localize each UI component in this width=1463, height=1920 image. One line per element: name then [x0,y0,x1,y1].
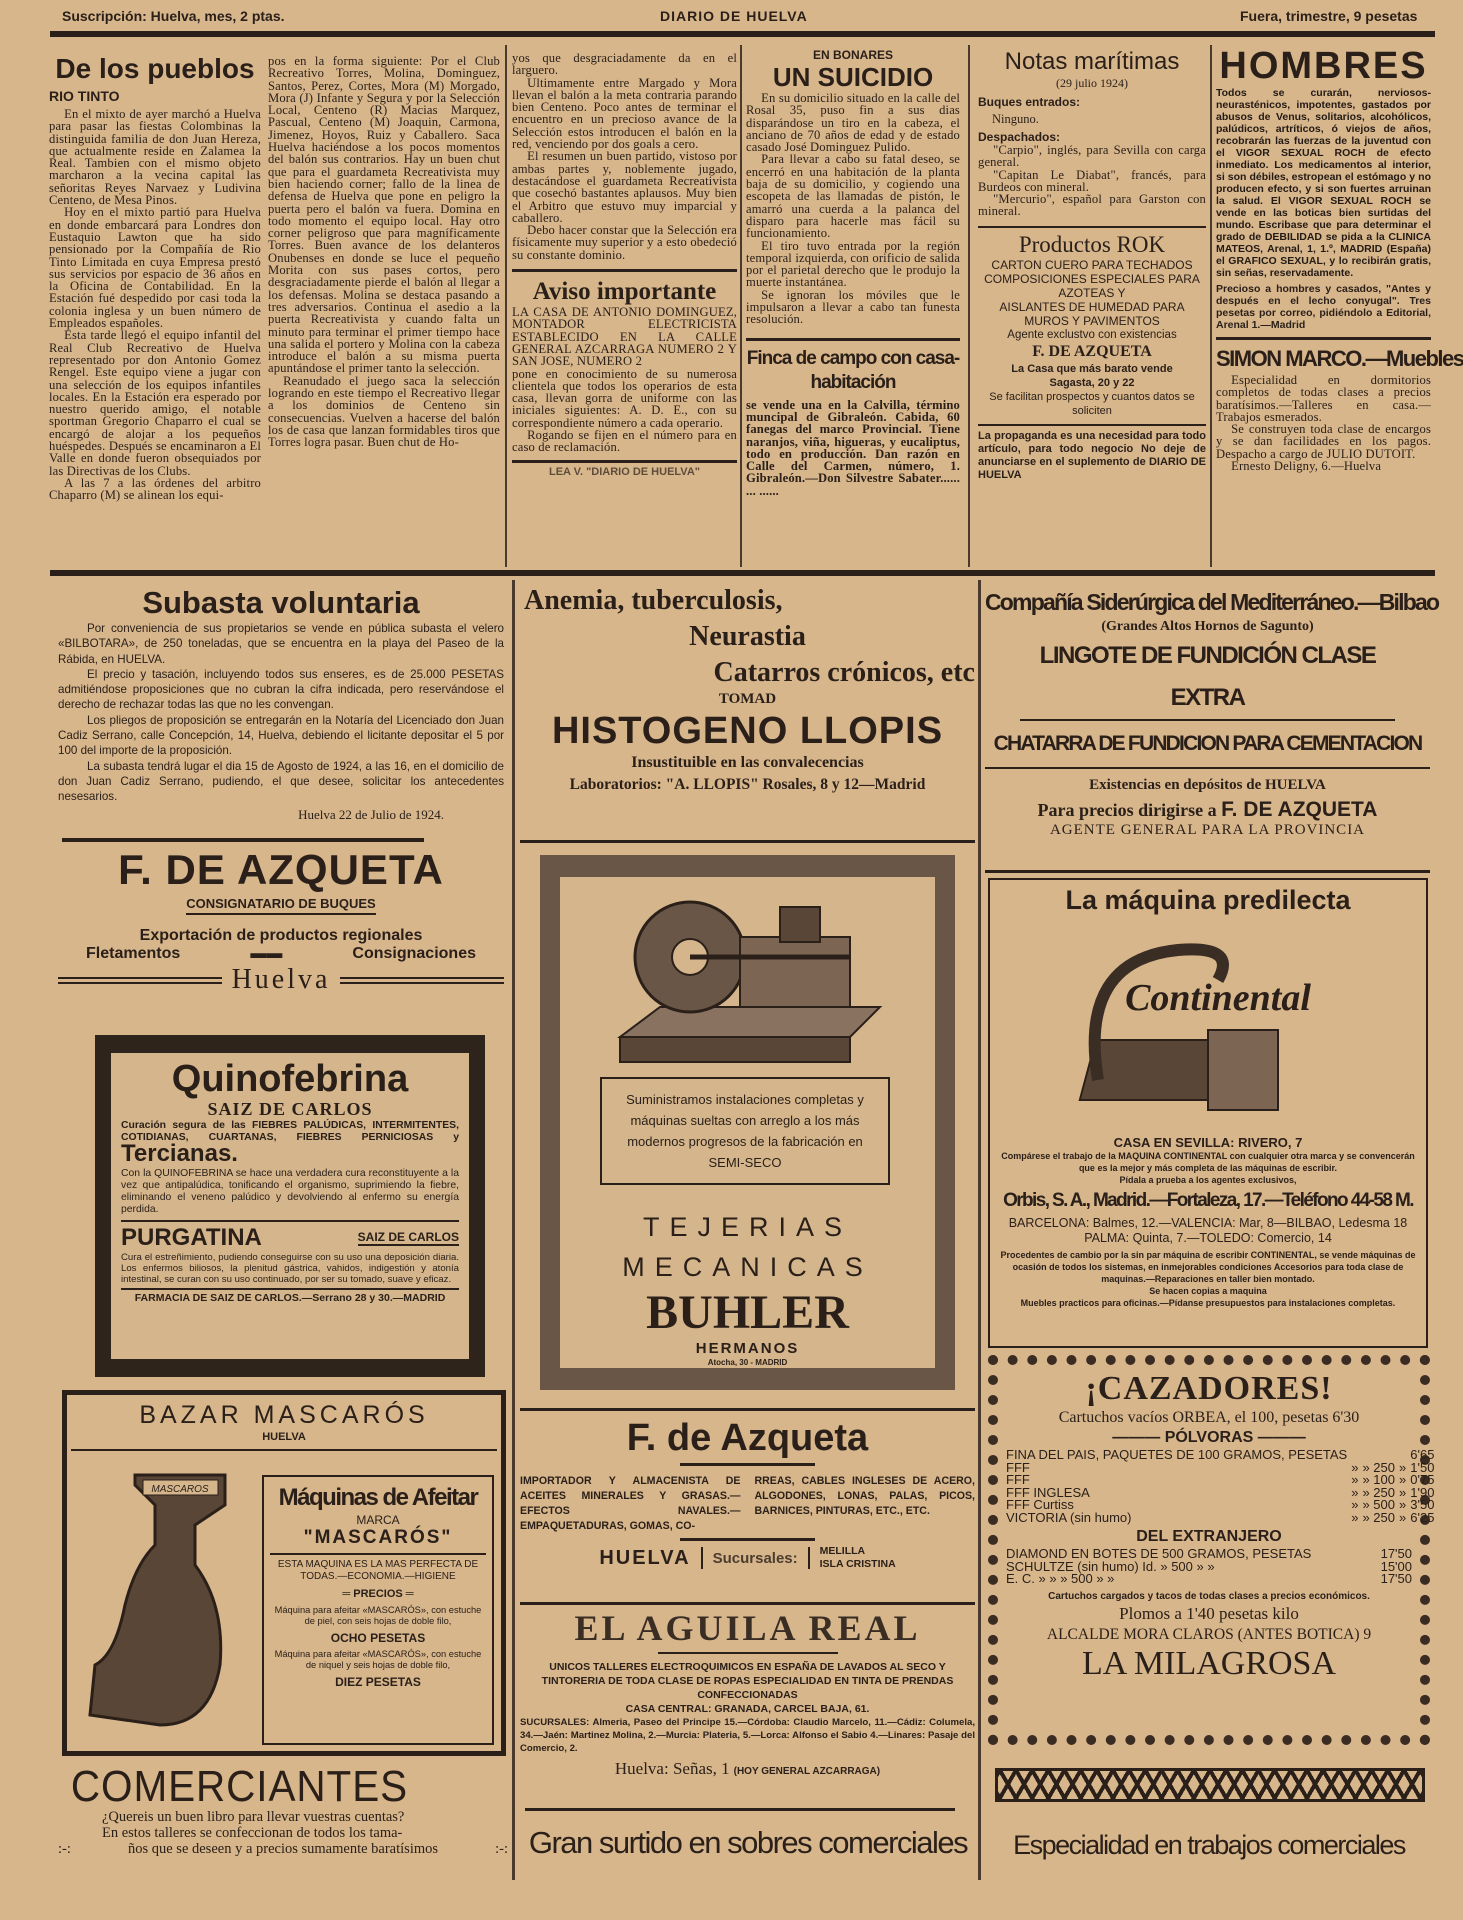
powder-cell: 3'50 [1410,1497,1435,1512]
comerciantes-line: ños que se deseen y a precios sumamente baratísimos [127,1841,439,1857]
paragraph: El tiro tuvo entrada por la región temporal izquierda, con orificio de salida por el parietal derecho que le produjo la muerte instantánea. [746,238,960,290]
histogeno-tomad: TOMAD [718,691,777,707]
azqueta2-suc-label: Sucursales: [712,1549,798,1567]
divider [978,226,1206,228]
svg-text:MASCAROS: MASCAROS [151,1484,209,1495]
buhler-ad [540,855,955,1390]
divider [746,338,960,341]
purgatina-text: Cura el estreñimiento, pudiendo conseguirse con su uso una deposición diaria. Los enfermos biliosos, la plenitud gástrica, vahidos, indigestión y atonía intestinal, se curan con su uso continuado, por ser su tomado, suave y eficaz. [121,1252,459,1285]
paragraph: El precio y tasación, incluyendo todos sus enseres, es de 25.000 PESETAS admitiéndose proposiciones que no cubran la cifra indicada, pero reservándose el derecho de rechazar todas las que no les convengan. [58,667,504,712]
powder-cell: » 500 [1362,1497,1396,1512]
aguila-huelva-note: (HOY GENERAL AZCARRAGA) [733,1766,881,1777]
continental-title: La máquina predilecta [1065,885,1351,915]
bazar-heading: Máquinas de Afeitar [278,1484,478,1511]
ornamental-border [995,1768,1425,1802]
powder-cell: FFF [1006,1472,1030,1487]
quino-title: Quinofebrina [171,1058,409,1100]
divider [978,424,1206,426]
paragraph: Para llevar a cabo su fatal deseo, se encerró en una habitación de la planta baja de su domicilio, y cogiendo una escopeta de las llamadas de pistón, le amarró una cuerda a la palanca del disparo para hacerle mas fácil su funcionamiento. [746,152,960,241]
rok-line: AISLANTES DE HUMEDAD PARA MUROS Y PAVIMENTOS [999,299,1185,328]
continental-orbis: Orbis, S. A., Madrid.—Fortaleza, 17.—Teléfono 44-58 M. [1003,1190,1413,1211]
siderurgica-line2: CHATARRA DE FUNDICION PARA CEMENTACION [985,721,1430,769]
bazar-marca: MARCA [356,1513,400,1527]
powder-cell: » [1351,1509,1359,1525]
subasta-signoff: Huelva 22 de Julio de 1924. [298,806,444,822]
subasta-title: Subasta voluntaria [142,585,420,620]
column-rule [740,45,742,567]
powder-cell: » [1399,1459,1407,1475]
buhler-line1: TEJERIAS [642,1212,853,1242]
quino-maker: SAIZ DE CARLOS [207,1099,373,1119]
divider [520,840,975,843]
siderurgica-line4: Para precios dirigirse a [1037,800,1217,820]
subasta-ad [58,585,504,837]
rok-agent: Agente exclustvo con existencias [1007,328,1177,341]
header-rule [50,31,1435,37]
aviso-text: pone en conocimiento de su numerosa clientela que todos los operarios de esta casa, llevan gorra de uniforme con las iniciales siguientes: A. D. E., con su correspondiente número a cada operario. [512,366,737,430]
buhler-sub: HERMANOS [695,1340,800,1357]
aviso-footer: LEA V. "DIARIO DE HUELVA" [548,465,700,478]
aviso-title: Aviso importante [532,278,717,306]
powder-cell: » [1351,1497,1359,1512]
paragraph: El resumen un buen partido, vistoso por ambas partes y, noblemente jugado, destacándose el guardameta Recreativista que cosechó bastantes aplausos. Muy bien el Arbitro que estuvo muy imparcial y caballero. [512,149,737,225]
quino-text2: Con la QUINOFEBRINA se hace una verdadera cura reconstituyente a la vez que antipalúdica, tonificando el organismo, suprimiendo la fiebre, eliminando el veneno palúdico y devolviendo al enfermo su energía perdida. [121,1168,459,1215]
bazar-price: DIEZ PESETAS [335,1675,421,1689]
machine-illustration [600,887,895,1067]
bazar-mascaros-ad [62,1390,506,1756]
powder-cell: » [1399,1484,1407,1500]
continental-branches: PALMA: Quinta, 7.—TOLEDO: Comercio, 14 [1084,1231,1332,1245]
paragraph: pos en la forma siguiente: Por el Club Recreativo Torres, Molina, Dominguez, Santos, Perez, Cortes, Mora (M) Morgado, Mora (J) Infante y Segura y por la Selección Local, Centeno (R) Macias Marquez, Pascual, Centeno (M) Joaquin, Carmona, Jimenez, Hoyos, Ruiz y Caballero. Saca Huelva haciéndose a los pocos momentos del balón sus contrarios. Hay un buen chut que para el guardameta Recreativista muy bien haciendo corner; fallo de la linea de defensa de Huelva que pone en peligro la puerta pero el balón va fuera. Domina en todo momento el equipo local. Hay otro corner peligroso que para magníficamente Torres. Buen avance de los delanteros Onubenses en donde se luce el pequeño Morita con sus pases cortos, pero desgraciadamente pierde el balón al llegar a los defensas. Molina se destaca pasando a tres adversarios. Continua el asedio a la puerta Recreativista y cuando falta un minuto para terminar el primer tiempo hace una salida el portero y Molina con la cabeza introduce el balón a su misma puerta apuntándose el primer tanto la selección. [268,54,500,376]
aguila-title: EL AGUILA REAL [574,1608,921,1648]
rok-address: Sagasta, 20 y 22 [1049,376,1135,389]
comerciantes-line: En estos talleres se confeccionan de todos los tama- [102,1825,403,1841]
histogeno-sub: Insustituible en las convalecencias [631,754,864,771]
paragraph: Se ignoran los móviles que le impulsaron a llevar a cabo tan funesta resolución. [746,287,960,327]
cazadores-extranjero: DEL EXTRANJERO [1136,1528,1282,1545]
buhler-brand: BUHLER [646,1286,849,1339]
branch: ISLA CRISTINA [819,1558,896,1570]
suicidio-kicker: EN BONARES [812,48,893,62]
azqueta-name: F. DE AZQUETA [118,846,444,893]
ship-item: "Carpio", inglés, para Sevilla con carga general. [978,143,1206,170]
powder-cell: E. C. » » » 500 » » [1006,1571,1115,1586]
powder-cell: FFF INGLESA [1006,1484,1090,1500]
top-col3 [512,52,737,567]
azqueta2-name: F. de Azqueta [626,1417,869,1459]
rok-agent-name: F. DE AZQUETA [1032,342,1152,360]
continental-text: Compárese el trabajo de la MAQUINA CONTINENTAL con cualquier otra marca y se convencerán que es la mejor y más completa de las máquinas de escribir. [1001,1151,1415,1173]
histogeno-brand: HISTOGENO LLOPIS [551,710,944,752]
continental-branches: BARCELONA: Balmes, 12.—VALENCIA: Mar, 8—BILBAO, Ledesma 18 [1008,1216,1408,1230]
divider: ▬▬ [250,945,283,962]
razor-illustration [75,1465,235,1745]
azqueta-sub: CONSIGNATARIO DE BUQUES [186,896,375,915]
continental-text: Pídala a prueba a los agentes exclusivos, [1119,1175,1297,1185]
powder-cell: » [1399,1509,1407,1525]
article-section: RIO TINTO [49,88,120,104]
aviso-text: Rogando se fijen en el número para en caso de reclamación. [512,428,737,455]
continental-casa: CASA EN SEVILLA: RIVERO, 7 [1113,1135,1303,1150]
bazar-title: BAZAR MASCARÓS [139,1401,429,1429]
top-col4 [746,48,960,567]
powder-cell: 17'50 [1380,1571,1412,1586]
sobres-ad: Gran surtido en sobres comerciales [528,1825,968,1860]
hombres-promo: Precioso a hombres y casados, "Antes y después en el lecho conyugal". Tres pesetas por correo, pidiéndolo a Editorial, Arenal 1.—Madrid [1216,283,1431,331]
powder-cell: 1'90 [1410,1484,1435,1500]
divider [520,1602,975,1605]
siderurgica-agent: F. DE AZQUETA [1221,798,1378,821]
powder-cell: FFF [1006,1459,1030,1475]
bazar-price-desc: Máquina para afeitar «MASCARÓS», con estuche de niquel y seis hojas de doble filo, [274,1649,482,1670]
notas-date: (29 julio 1924) [1056,76,1128,90]
foreign-powder-table [1004,1548,1414,1586]
buhler-line2: MECANICAS [622,1252,873,1282]
column-rule [512,580,515,1880]
cazadores-ad [988,1355,1435,1745]
finca-title: Finca de campo con casa-habitación [746,347,960,393]
powder-cell: 6'65 [1410,1447,1435,1462]
buhler-address: Atocha, 30 - MADRID [707,1358,788,1367]
aguila-central: CASA CENTRAL: GRANADA, CARCEL BAJA, 61. [625,1703,870,1715]
paragraph: Reanudado el juego saca la selección logrando en este tiempo el Recreativo llegar a los dominios de Centeno sin consecuencias. Vuelven a hacerse del balón los de casa que lanzan formidables tiros que Torres logra pasar. Buen chut de Ho- [268,373,500,450]
azqueta-line2a: Fletamentos [86,945,181,962]
powder-cell: 6'25 [1410,1509,1435,1525]
typewriter-illustration [1058,920,1358,1135]
azqueta2-right: RREAS, CABLES INGLESES DE ACERO, ALGODONES, LONAS, PALAS, PICOS, BARNICES, PINTURAS, ETC., ETC. [754,1475,975,1517]
paragraph: Por conveniencia de sus propietarios se vende en pública subasta el velero «BILBOTARA», de 250 toneladas, que se encuentra en la playa del Paseo de la Rábida, en HUELVA. [58,622,504,666]
svg-text:Continental: Continental [1125,977,1311,1019]
powder-cell: » 250 [1362,1484,1396,1500]
siderurgica-ad [985,585,1439,867]
powder-cell: VICTORIA (sin humo) [1006,1509,1132,1525]
aguila-branches: SUCURSALES: Almeria, Paseo del Principe 15.—Córdoba: Claudio Marcelo, 11.—Cádiz: Columela, 34.—Jaén: Martinez Molina, 2.—Murcia: Plateria, 5.—Lorca: Alfonso el Sabio 4.—Linares: Pasaje del Comercio, 2. [520,1717,975,1754]
histogeno-ad [520,583,975,841]
powder-row [1004,1512,1436,1525]
comerciantes-ad [58,1762,508,1880]
foreign-powder-row [1004,1573,1414,1586]
siderurgica-sub: (Grandes Altos Hornos de Sagunto) [1101,619,1314,634]
azqueta-city: Huelva [231,964,331,995]
divider [985,870,1430,873]
article-pueblos-col1 [49,52,261,567]
bazar-price: OCHO PESETAS [330,1631,426,1645]
cazadores-line2: Cartuchos cargados y tacos de todas clases a precios económicos. [1048,1590,1370,1602]
paragraph: Hoy en el mixto partió para Huelva en donde embarcará para Londres don Eustaquio Lawton que ha sido pensionado por la Compañía de Rio Tinto Limitada en cuya Empresa prestó sus servicios por espacio de 36 años en la Oficina de Contabilidad. En la Estación fué despedido por casi toda la colonia inglesa y un buen número de Empleados españoles. [49,205,261,331]
section-rule [50,570,1435,576]
paragraph: En su domicilio situado en la calle del Rosal 35, puso fin a sus dias disparándose un tiro en la cabeza, el anciano de 70 años de edad y de estado casado José Dominguez Pulido. [746,91,960,155]
bazar-precios: ═ PRECIOS ═ [342,1588,414,1600]
continental-text: Se hacen copias a maquina [1149,1286,1267,1296]
aviso-body [512,306,737,454]
divider [512,269,737,272]
divider [62,838,424,842]
bazar-info-box [262,1475,494,1745]
paragraph: En el mixto de ayer marchó a Huelva para pasar las fiestas Colombinas la distinguida familia de don Juan Hereza, que actualmente reside en Zalamea la Real. Tambien con el mismo objeto marcharon a la vecina capital las señoritas Reyes Narvaez y Ludivina Centeno, de Mesa Pinos. [49,107,261,208]
aguila-real-ad [520,1608,975,1818]
powder-cell: 1'50 [1410,1459,1435,1475]
notas-title: Notas marítimas [1004,48,1180,75]
finca-body: se vende una en la Calvilla, término muncipal de Gibraleón. Cabida, 60 fanegas del marco Provincial. Tiene naranjos, viña, higueras, y eucaliptus, todo en producción. Dan razón en Calle del Carmen, número, 1. Gibraleón.—Don Silvestre Sabater...... ... ...... [746,397,960,498]
column-rule [968,45,970,567]
paragraph: yos que desgraciadamente da en el larguero. [512,51,737,78]
continental-text: Muebles practicos para oficinas.—Pídanse presupuestos para instalaciones completas. [1020,1298,1396,1308]
bazar-price-desc: Máquina para afeitar «MASCARÓS», con estuche de piel, con seis hojas de doble filo, [274,1605,482,1626]
quino-text: Curación segura de las FIEBRES PALÚDICAS, INTERMITENTES, COTIDIANAS, CUARTANAS, FIEBRES PERNICIOSAS y [121,1120,459,1143]
continental-text: Procedentes de cambio por la sin par máquina de escribir CONTINENTAL, se vende máquinas de ocasión de todos los sistemas, en inmejorables condiciones Accesorios para toda clase de maquinas.—Reparaciones en taller bien montado. [1000,1250,1416,1284]
notas-despachados-label: Despachados: [978,130,1061,144]
rok-line: COMPOSICIONES ESPECIALES PARA AZOTEAS Y [984,271,1200,300]
azqueta2-left: IMPORTADOR Y ALMACENISTA DE ACEITES MINERALES Y GRASAS.—EFECTOS NAVALES.—EMPAQUETADURAS, GOMAS, CO- [520,1475,741,1532]
powder-cell: » [1351,1472,1359,1487]
paragraph: Se construyen toda clase de encargos y se dan facilidades en los pagos. Despacho a cargo de JULIO DUTOIT. [1216,422,1431,461]
powder-cell: 17'50 [1380,1546,1412,1561]
divider [520,1408,975,1411]
powder-cell: » 250 [1362,1509,1396,1525]
ornament: :-: [58,1841,71,1857]
paragraph: A las 7 a las órdenes del arbitro Chaparro (M) se alinean los equi- [49,475,261,503]
paragraph: Los pliegos de proposición se entregarán en la Notaría del Licenciado don Juan Cadiz Serrano, calle Concepción, 14, Huelva, debiendo el licitante depositar el 5 por 100 del importe de la proposición. [58,713,504,758]
paragraph: La subasta tendrá lugar el dia 15 de Agosto de 1924, a las 16, en el domicilio de don Juan Cadiz Serrano, pudiendo, el que desee, solicitar los antecedentes nesesarios. [58,759,504,804]
powder-cell: » 250 [1362,1459,1396,1475]
siderurgica-title: Compañía Siderúrgica del Mediterráneo.—Bilbao [985,589,1439,615]
powder-cell: » [1399,1497,1407,1512]
divider [525,1808,955,1811]
powder-cell: 0'75 [1410,1472,1435,1487]
azqueta-line2b: Consignaciones [352,945,476,962]
powder-cell: DIAMOND EN BOTES DE 500 GRAMOS, PESETAS [1006,1546,1312,1561]
aguila-services: UNICOS TALLERES ELECTROQUIMICOS EN ESPAÑA DE LAVADOS AL SECO Y TINTORERIA DE TODA CLASE DE ROPAS ESPECIALIDAD EN TINTA DE PRENDAS CONFECCIONADAS [541,1661,954,1701]
hombres-body: Todos se curarán, nerviosos-neurasténicos, impotentes, gastados por abusos de Venus, solitarios, alcohólicos, palúdicos, artríticos, ó viejos de años, recobrarán las fuerzas de la juventud con el VIGOR SEXUAL ROCH de efecto inmediato. Los medicamentos al interior, si son débiles, estropean el estómago y no producen efecto, y si son fuertes arruinan la salud. El VIGOR SEXUAL ROCH se vende en las boticas bien surtidas del mundo. Escribase que para determinar el grado de DEBILIDAD se pida a la CLINICA MATEOS, Arenal, 1, 1.º, MADRID (España) el GRAFICO SEXUAL, y lo recibirán gratis, sin señas, reservadamente. [1216,87,1431,279]
rok-title: Productos ROK [1018,231,1166,257]
cazadores-address: ALCALDE MORA CLAROS (ANTES BOTICA) 9 [1046,1625,1372,1643]
simon-title: SIMON MARCO.—Muebles [1216,346,1463,371]
powder-cell: » [1351,1484,1359,1500]
powder-cell: » [1351,1459,1359,1475]
powder-cell: SCHULTZE (sin humo) Id. » 500 » » [1006,1558,1215,1574]
histogeno-line3: Catarros crónicos, etc [713,657,975,688]
buhler-info-box: Suministramos instalaciones completas y máquinas sueltas con arreglo a los más modernos progresos de la fabricación en SEMI-SECO [600,1077,890,1185]
divider [1216,337,1431,340]
aguila-huelva: Huelva: Señas, 1 [614,1759,730,1778]
rok-slogan: La Casa que más barato vende [1011,362,1173,375]
powder-cell: FINA DEL PAIS, PAQUETES DE 100 GRAMOS, PESETAS [1006,1447,1348,1462]
quino-footer: FARMACIA DE SAIZ DE CARLOS.—Serrano 28 y 30.—MADRID [134,1292,446,1304]
histogeno-line2: Neurastia [689,621,806,652]
rok-note: Se facilitan prospectos y cuantos datos se soliciten [989,390,1195,417]
subscription-price: Suscripción: Huelva, mes, 2 ptas. [62,8,285,24]
article-title: De los pueblos [55,53,255,84]
column-rule [1210,45,1212,567]
comerciantes-line: ¿Quereis un buen libro para llevar vuestras cuentas? [102,1809,405,1825]
notas-entrados-label: Buques entrados: [978,95,1081,109]
histogeno-lab: Laboratorios: "A. LLOPIS" Rosales, 8 y 12—Madrid [569,776,926,793]
quino-tercianas: Tercianas. [121,1140,238,1167]
ship-item: "Capitan Le Diabat", francés, para Burdeos con mineral. [978,167,1206,194]
paragraph: Ultimamente entre Margado y Mora llevan el balón a la meta contraria parando bien Centeno. Poco antes de terminar el encuentro en un precioso avance de la Selección estos introducen el balón en la red, venciendo por dos goals a cero. [512,75,737,152]
powder-table [1004,1449,1436,1524]
paragraph: Esta tarde llegó el equipo infantil del Real Club Recreativo de Huelva representado por don Antonio Gomez Rengel. Este equipo viene a jugar con una selección de los equipos infantiles locales. En la Estación era esperado por nuestro querido amigo, el notable sportman Gregorio Chaparro el cual se encargó de alojar a los pequeños huéspedes. Después se encaminaron a El Valle en donde fueron obsequiados por las Directivas de los Clubs. [49,328,261,478]
column-rule [978,580,981,1880]
aviso-upper: LA CASA DE ANTONIO DOMINGUEZ, MONTADOR ELECTRICISTA ESTABLECIDO EN LA CALLE GENERAL AZCARRAGA NUMERO 2 Y SAN JOSE, NUMERO 2 [512,305,737,369]
suicidio-title: UN SUICIDIO [772,62,934,92]
azqueta2-city: HUELVA [599,1546,691,1569]
powder-cell: » [1399,1472,1407,1487]
bazar-claim: ESTA MAQUINA ES LA MAS PERFECTA DE TODAS.—ECONOMIA.—HIGIENE [277,1559,479,1582]
simon-address: Ernesto Deligny, 6.—Huelva [1231,459,1382,474]
comerciantes-title: COMERCIANTES [70,1762,409,1811]
purgatina-maker: SAIZ DE CARLOS [357,1230,459,1244]
cazadores-polvoras: ——— PÓLVORAS ——— [1112,1429,1306,1446]
suicidio-body [746,92,960,326]
cazadores-title: ¡CAZADORES! [1085,1370,1333,1407]
quinofebrina-ad [95,1035,485,1377]
top-col5 [978,48,1206,567]
propaganda-notice: La propaganda es una necesidad para todo artículo, para todo negocio No deje de anunciarse en el suplemento de DIARIO DE HUELVA [978,429,1206,481]
outside-price: Fuera, trimestre, 9 pesetas [1240,8,1418,24]
ornament: :-: [495,1841,508,1857]
cazadores-line1: Cartuchos vacíos ORBEA, el 100, pesetas 6'30 [1058,1409,1360,1426]
column-rule [505,45,507,567]
branch: MELILLA [819,1545,866,1557]
siderurgica-line5: AGENTE GENERAL PARA LA PROVINCIA [1049,822,1366,838]
azqueta-importador-ad [520,1415,975,1595]
cazadores-shop: LA MILAGROSA [1081,1644,1337,1682]
divider [512,460,737,463]
continental-ad [988,878,1428,1348]
notas-entrados: Ninguno. [992,112,1039,126]
siderurgica-line3: Existencias en depósitos de HUELVA [1089,777,1326,793]
siderurgica-line1: LINGOTE DE FUNDICIÓN CLASE EXTRA [1020,635,1395,721]
article-pueblos-col3 [512,52,737,261]
azqueta-consignatario-ad [58,845,504,1015]
azqueta-line1: Exportación de productos regionales [139,927,423,944]
bazar-city: HUELVA [262,1431,306,1443]
especialidad-ad: Especialidad en trabajos comerciales [1013,1830,1405,1860]
bazar-brand: "MASCARÓS" [303,1527,453,1548]
purgatina-title: PURGATINA [121,1224,262,1251]
powder-cell: » 100 [1362,1472,1396,1487]
rok-line: CARTON CUERO PARA TECHADOS [991,257,1193,272]
article-pueblos-col2 [268,55,500,567]
paragraph: Especialidad en dormitorios completos de todas clases a precios baratísimos.—Talleres en casa.—Trabajos esmerados. [1216,373,1431,424]
powder-cell: 15'00 [1380,1558,1412,1574]
top-col6 [1216,45,1463,567]
powder-cell: FFF Curtiss [1006,1497,1074,1512]
masthead: DIARIO DE HUELVA [660,8,808,24]
ship-item: "Mercurio", español para Garston con mineral. [978,192,1206,219]
hombres-title: HOMBRES [1219,45,1428,87]
histogeno-line1: Anemia, tuberculosis, [524,585,783,616]
cazadores-line3: Plomos a 1'40 pesetas kilo [1119,1603,1299,1623]
paragraph: Debo hacer constar que la Selección era físicamente muy superior y a esto obedeció su constante dominio. [512,223,737,262]
